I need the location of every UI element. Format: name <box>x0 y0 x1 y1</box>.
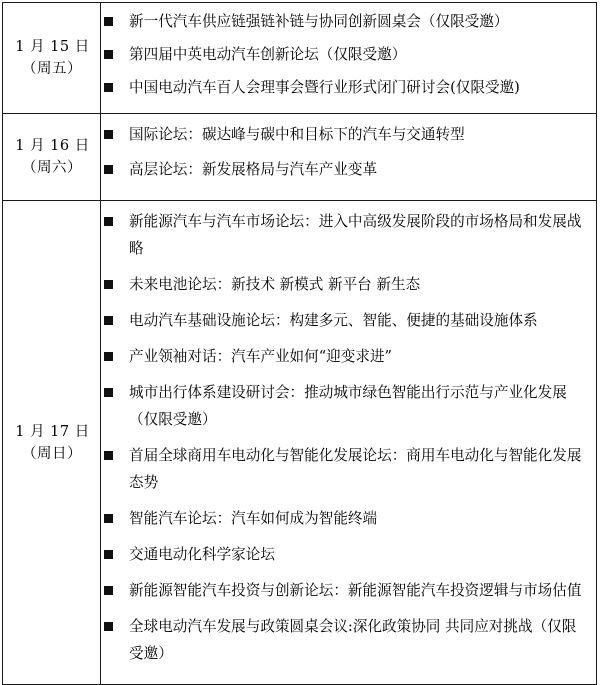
date-text-weekday: （周五） <box>22 61 82 77</box>
items-cell-day1 <box>101 3 597 114</box>
date-text-primary: 1 月 16 日 <box>15 138 90 154</box>
table-row <box>3 114 597 201</box>
agenda-item-label: 国际论坛：碳达峰与碳中和目标下的汽车与交通转型 <box>129 126 465 143</box>
list-item <box>101 41 596 68</box>
agenda-item-label: 智能汽车论坛：汽车如何成为智能终端 <box>129 510 378 527</box>
list-item <box>101 74 596 101</box>
date-text-weekday: （周日） <box>22 445 82 462</box>
agenda-item-list-day2 <box>101 121 596 183</box>
bullet-square-icon <box>104 586 113 595</box>
agenda-item-label: 首届全球商用车电动化与智能化发展论坛：商用车电动化与智能化发展态势 <box>129 447 582 491</box>
agenda-item-label: 未来电池论坛：新技术 新模式 新平台 新生态 <box>129 276 421 293</box>
agenda-item-list-day1 <box>101 8 596 101</box>
agenda-item-label: 全球电动汽车发展与政策圆桌会议:深化政策协同 共同应对挑战（仅限受邀） <box>129 618 577 662</box>
list-item <box>101 577 596 604</box>
date-cell-day1 <box>3 3 101 114</box>
bullet-square-icon <box>104 316 113 325</box>
list-item <box>101 156 596 183</box>
agenda-page <box>0 2 600 674</box>
agenda-item-label: 新能源智能汽车投资与创新论坛：新能源智能汽车投资逻辑与市场估值 <box>129 582 582 599</box>
date-text-primary: 1 月 15 日 <box>15 39 90 55</box>
list-item <box>101 307 596 334</box>
list-item <box>101 442 596 496</box>
list-item <box>101 121 596 148</box>
table-row <box>3 3 597 114</box>
list-item <box>101 8 596 35</box>
agenda-table-body <box>3 3 597 685</box>
list-item <box>101 271 596 298</box>
list-item <box>101 541 596 568</box>
date-cell-day2 <box>3 114 101 201</box>
agenda-item-label: 中国电动汽车百人会理事会暨行业形式闭门研讨会(仅限受邀) <box>129 79 520 96</box>
bullet-square-icon <box>104 451 113 460</box>
bullet-square-icon <box>104 17 113 26</box>
agenda-item-label: 电动汽车基础设施论坛：构建多元、智能、便捷的基础设施体系 <box>129 312 538 329</box>
agenda-item-label: 产业领袖对话：汽车产业如何“迎变求进” <box>129 348 393 365</box>
agenda-item-label: 交通电动化科学家论坛 <box>129 546 275 563</box>
bullet-square-icon <box>104 280 113 289</box>
bullet-square-icon <box>104 388 113 397</box>
list-item <box>101 343 596 370</box>
agenda-item-label: 高层论坛：新发展格局与汽车产业变革 <box>129 161 378 178</box>
bullet-square-icon <box>104 514 113 523</box>
bullet-square-icon <box>104 165 113 174</box>
list-item <box>101 379 596 433</box>
date-cell-day3 <box>3 201 101 685</box>
bullet-square-icon <box>104 83 113 92</box>
list-item <box>101 613 596 667</box>
bullet-square-icon <box>104 50 113 59</box>
date-text-primary: 1 月 17 日 <box>15 423 90 440</box>
list-item <box>101 505 596 532</box>
table-row <box>3 201 597 685</box>
agenda-item-label: 第四届中英电动汽车创新论坛（仅限受邀） <box>129 46 407 63</box>
items-cell-day2 <box>101 114 597 201</box>
agenda-item-label: 城市出行体系建设研讨会：推动城市绿色智能出行示范与产业化发展（仅限受邀） <box>129 384 567 428</box>
agenda-item-label: 新一代汽车供应链强链补链与协同创新圆桌会（仅限受邀） <box>129 13 509 30</box>
items-cell-day3 <box>101 201 597 685</box>
bullet-square-icon <box>104 352 113 361</box>
bullet-square-icon <box>104 217 113 226</box>
date-text-weekday: （周六） <box>22 160 82 176</box>
agenda-table <box>2 2 597 685</box>
agenda-item-label: 新能源汽车与汽车市场论坛：进入中高级发展阶段的市场格局和发展战略 <box>129 213 582 257</box>
bullet-square-icon <box>104 130 113 139</box>
list-item <box>101 208 596 262</box>
agenda-item-list-day3 <box>101 208 596 667</box>
bullet-square-icon <box>104 550 113 559</box>
bullet-square-icon <box>104 622 113 631</box>
